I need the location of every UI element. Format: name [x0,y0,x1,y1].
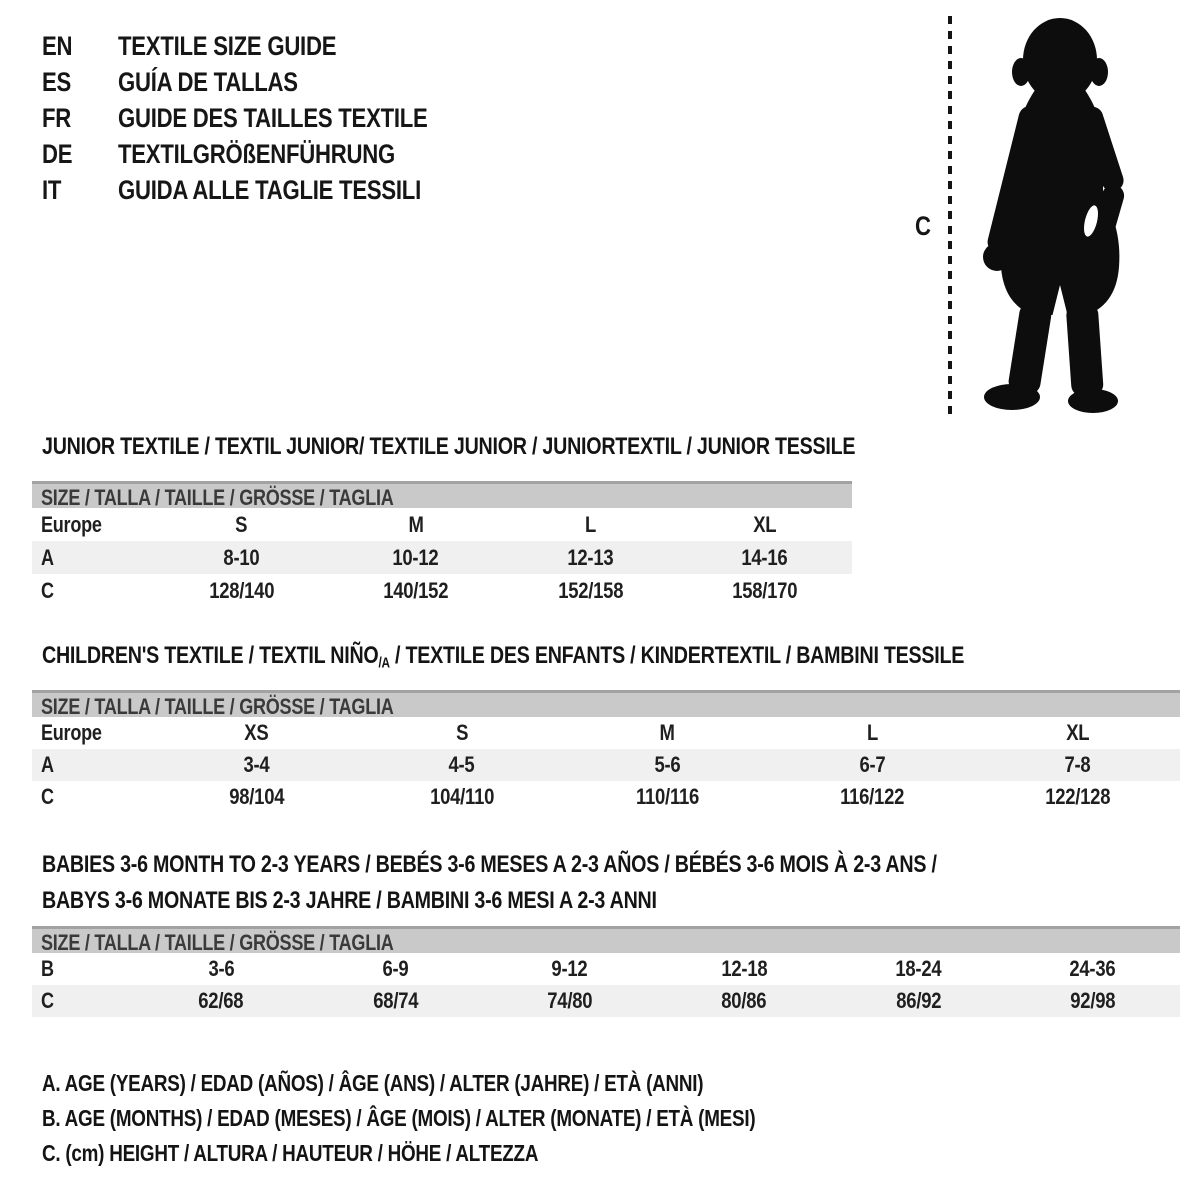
table-row-height [32,781,1180,813]
row-label-cell: A [41,544,54,570]
language-row [42,64,496,100]
value-cell: 6-7 [859,752,886,777]
language-row [42,172,496,208]
value-cell: 12-18 [721,956,768,981]
language-title: GUÍA DE TALLAS [118,66,298,97]
value-cell: 158/170 [732,577,798,603]
region-header-cell: Europe [41,511,102,537]
language-code: DE [42,138,73,169]
size-header-label: SIZE / TALLA / TAILLE / GRÖSSE / TAGLIA [41,694,394,719]
junior-size-table [32,481,852,607]
size-header-cell: XL [753,511,777,537]
value-cell: 3-6 [208,956,235,981]
size-header-bar [32,690,1180,717]
note-age-years: A. AGE (YEARS) / EDAD (AÑOS) / ÂGE (ANS) / ALTER (JAHRE) / ETÀ (ANNI) [42,1070,704,1096]
size-header-cell: L [866,720,878,745]
language-code: ES [42,66,72,97]
row-label-cell: A [41,752,54,777]
value-cell: 14-16 [741,544,788,570]
value-cell: 68/74 [372,988,418,1013]
height-dashed-line [948,16,952,416]
junior-section-heading: JUNIOR TEXTILE / TEXTIL JUNIOR/ TEXTILE JUNIOR / JUNIORTEXTIL / JUNIOR TESSILE [42,433,856,460]
value-cell: 140/152 [383,577,449,603]
row-label-cell: B [41,956,54,981]
language-row [42,136,496,172]
size-header-label: SIZE / TALLA / TAILLE / GRÖSSE / TAGLIA [41,485,394,510]
children-size-table [32,690,1180,813]
value-cell: 24-36 [1069,956,1116,981]
size-header-cell: XL [1065,720,1089,745]
value-cell: 7-8 [1064,752,1091,777]
value-cell: 98/104 [229,784,285,809]
region-header-cell: Europe [41,720,102,745]
size-header-bar [32,926,1180,953]
value-cell: 18-24 [895,956,942,981]
value-cell: 5-6 [654,752,680,777]
language-title: TEXTILGRÖßENFÜHRUNG [118,138,395,169]
row-label-cell: C [41,988,54,1013]
children-section-heading: CHILDREN'S TEXTILE / TEXTIL NIÑO/A / TEXTILE DES ENFANTS / KINDERTEXTIL / BAMBINI TESSILE [42,642,965,672]
value-cell: 116/122 [840,784,905,809]
value-cell: 80/86 [721,988,767,1013]
legend-notes [42,1066,912,1171]
babies-heading-line2: BABYS 3-6 MONATE BIS 2-3 JAHRE / BAMBINI 3-6 MESI A 2-3 ANNI [42,887,657,914]
note-height-cm: C. (cm) HEIGHT / ALTURA / HAUTEUR / HÖHE / ALTEZZA [42,1140,539,1166]
value-cell: 4-5 [448,752,475,777]
language-code: EN [42,30,73,61]
language-title-list [42,28,496,208]
value-cell: 122/128 [1044,784,1110,809]
table-header-row [32,508,852,541]
language-title: GUIDA ALLE TAGLIE TESSILI [118,174,421,205]
babies-heading-line1: BABIES 3-6 MONTH TO 2-3 YEARS / BEBÉS 3-6 MESES A 2-3 AÑOS / BÉBÉS 3-6 MOIS À 2-3 ANS / [42,851,937,878]
table-row-height [32,985,1180,1017]
value-cell: 8-10 [223,544,260,570]
value-cell: 3-4 [243,752,270,777]
value-cell: 104/110 [429,784,494,809]
size-header-cell: L [584,511,596,537]
value-cell: 6-9 [382,956,409,981]
language-code: FR [42,102,72,133]
table-row-age [32,541,852,574]
table-header-row [32,717,1180,749]
value-cell: 92/98 [1070,988,1116,1013]
size-header-cell: S [455,720,468,745]
value-cell: 152/158 [557,577,623,603]
language-code: IT [42,174,62,205]
value-cell: 9-12 [551,956,588,981]
value-cell: 10-12 [392,544,439,570]
table-row-age [32,749,1180,781]
value-cell: 74/80 [547,988,593,1013]
row-label-cell: C [41,577,54,603]
size-header-cell: M [659,720,675,745]
size-header-bar [32,481,852,508]
table-row-height [32,574,852,607]
size-header-cell: M [408,511,424,537]
toddler-silhouette-icon [972,14,1144,416]
size-header-cell: XS [244,720,269,745]
size-header-label: SIZE / TALLA / TAILLE / GRÖSSE / TAGLIA [41,930,394,955]
row-label-cell: C [41,784,54,809]
language-title: TEXTILE SIZE GUIDE [118,30,337,61]
language-row [42,28,496,64]
babies-size-table [32,926,1180,1017]
babies-section-heading [42,847,1133,919]
value-cell: 128/140 [208,577,274,603]
value-cell: 62/68 [198,988,244,1013]
size-header-cell: S [235,511,248,537]
value-cell: 110/116 [635,784,699,809]
value-cell: 86/92 [895,988,941,1013]
note-age-months: B. AGE (MONTHS) / EDAD (MESES) / ÂGE (MOIS) / ALTER (MONATE) / ETÀ (MESI) [42,1105,756,1131]
table-row-age-months [32,953,1180,985]
language-title: GUIDE DES TAILLES TEXTILE [118,102,428,133]
language-row [42,100,496,136]
value-cell: 12-13 [567,544,614,570]
height-measure-label: C [915,211,931,241]
